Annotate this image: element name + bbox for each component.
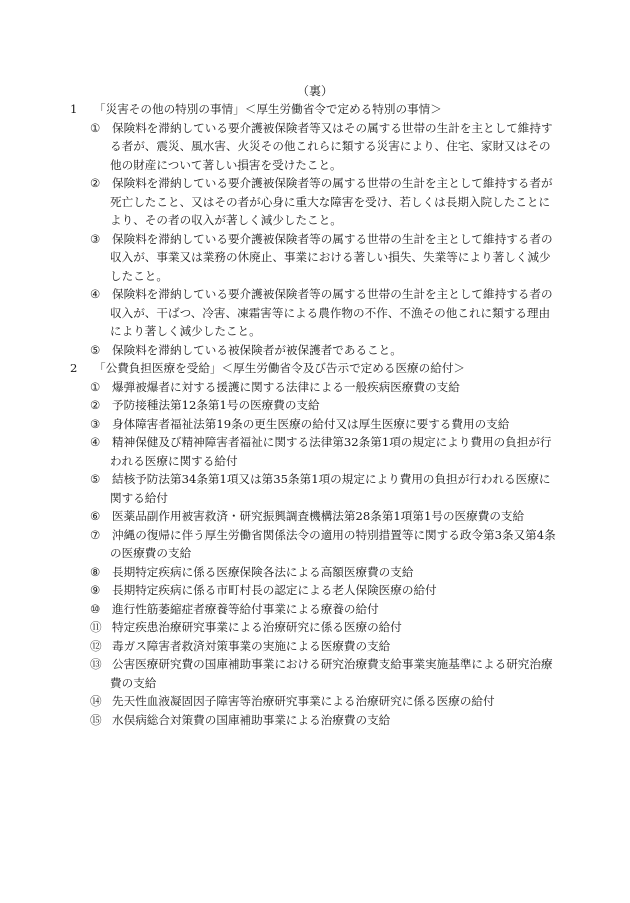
item-text: 先天性血液凝固因子障害等治療研究事業による治療研究に係る医療の給付 (112, 694, 495, 708)
item-marker: ④ (90, 287, 101, 301)
item-text: 医薬品副作用被害救済・研究振興調査機構法第28条第1項第1号の医療費の支給 (112, 509, 525, 523)
item-marker: ① (90, 379, 101, 394)
list-item (70, 396, 560, 415)
list-item (70, 692, 560, 711)
section-number: 2 (70, 361, 78, 375)
list-item (70, 341, 560, 360)
item-text: 長期特定疾病に係る医療保険各法による高額医療費の支給 (112, 564, 414, 579)
item-text: 保険料を滞納している要介護被保険者等の属する世帯の生計を主として維持する者が死亡したこと、又はその者が心身に重大な障害を受け、若しくは長期入院したことにより、その者の収入が著しく減少したこと。 (110, 176, 553, 227)
item-text: 保険料を滞納している被保険者が被保護者であること。 (112, 342, 402, 357)
page-header: （裏） (296, 84, 333, 98)
item-text: 爆弾被爆者に対する援護に関する法律による一般疾病医療費の支給 (112, 379, 460, 394)
item-marker: ⑬ (90, 657, 102, 671)
item-marker: ⑧ (90, 564, 101, 579)
list-item (70, 507, 560, 526)
item-marker: ⑦ (90, 527, 101, 542)
item-text: 毒ガス障害者救済対策事業の実施による医療費の支給 (112, 638, 391, 653)
list-item (70, 119, 560, 175)
item-text: 保険料を滞納している要介護被保険者等の属する世帯の生計を主として維持する者の収入が、事業又は業務の休廃止、事業における著しい損失、失業等により著しく減少したこと。 (110, 231, 553, 283)
list-item (70, 470, 560, 507)
item-text: 水俣病総合対策費の国庫補助事業による治療費の支給 (112, 712, 391, 727)
section-title: 「公費負担医療を受給」＜厚生労働省令及び告示で定める医療の給付＞ (94, 361, 466, 375)
item-marker: ⑥ (90, 509, 101, 523)
section-heading (70, 100, 560, 119)
list-item (70, 563, 560, 582)
item-text: 進行性筋萎縮症者療養等給付事業による療養の給付 (112, 601, 379, 616)
item-text: 公害医療研究費の国庫補助事業における研究治療費支給事業実施基準による研究治療費の支給 (110, 657, 553, 690)
item-marker: ③ (90, 416, 101, 431)
item-text: 結核予防法第34条第1項又は第35条第1項の規定により費用の負担が行われる医療に関する給付 (110, 472, 551, 505)
section-heading (70, 359, 560, 378)
list-item (70, 711, 560, 730)
list-item (70, 415, 560, 434)
item-text: 身体障害者福祉法第19条の更生医療の給付又は厚生医療に要する費用の支給 (112, 416, 510, 431)
item-text: 保険料を滞納している要介護被保険者等又はその属する世帯の生計を主として維持する者が、震災、風水害、火災その他これらに類する災害により、住宅、家財又はその他の財産について著しい損害を受けたこと。 (110, 120, 553, 172)
item-marker: ⑫ (90, 638, 102, 653)
item-marker: ③ (90, 231, 101, 246)
item-marker: ⑪ (90, 620, 102, 634)
item-text: 長期特定疾病に係る市町村長の認定による老人保険医療の給付 (112, 583, 437, 597)
item-text: 予防接種法第12条第1号の医療費の支給 (112, 398, 320, 412)
item-marker: ② (90, 398, 101, 412)
list-item (70, 285, 560, 341)
item-text: 保険料を滞納している要介護被保険者等の属する世帯の生計を主として維持する者の収入が、干ばつ、冷害、凍霜害等による農作物の不作、不漁その他これに類する理由により著しく減少したこと。 (110, 287, 553, 338)
item-marker: ⑨ (90, 583, 101, 597)
item-text: 沖縄の復帰に伴う厚生労働省関係法令の適用の特別措置等に関する政令第3条又第4条の医療費の支給 (110, 527, 556, 560)
document-body (70, 100, 560, 729)
list-item (70, 600, 560, 619)
list-item (70, 433, 560, 470)
item-marker: ① (90, 120, 101, 135)
list-item (70, 526, 560, 563)
list-item (70, 378, 560, 397)
list-item (70, 581, 560, 600)
item-marker: ⑤ (90, 342, 101, 357)
item-text: 精神保健及び精神障害者福祉に関する法律第32条第1項の規定により費用の負担が行われる医療に関する給付 (110, 435, 552, 468)
list-item (70, 637, 560, 656)
list-item (70, 655, 560, 692)
item-marker: ⑭ (90, 694, 102, 708)
list-item (70, 174, 560, 230)
list-item (70, 230, 560, 286)
item-marker: ④ (90, 435, 101, 449)
item-marker: ② (90, 176, 101, 190)
item-marker: ⑤ (90, 472, 101, 486)
section-public-medical-expenses (70, 359, 560, 729)
list-item (70, 618, 560, 637)
item-marker: ⑩ (90, 601, 101, 616)
item-marker: ⑮ (90, 712, 102, 727)
section-title: 「災害その他の特別の事情」＜厚生労働省令で定める特別の事情＞ (94, 102, 442, 116)
section-special-circumstances (70, 100, 560, 359)
item-text: 特定疾患治療研究事業による治療研究に係る医療の給付 (112, 620, 402, 634)
section-number: 1 (70, 102, 78, 116)
